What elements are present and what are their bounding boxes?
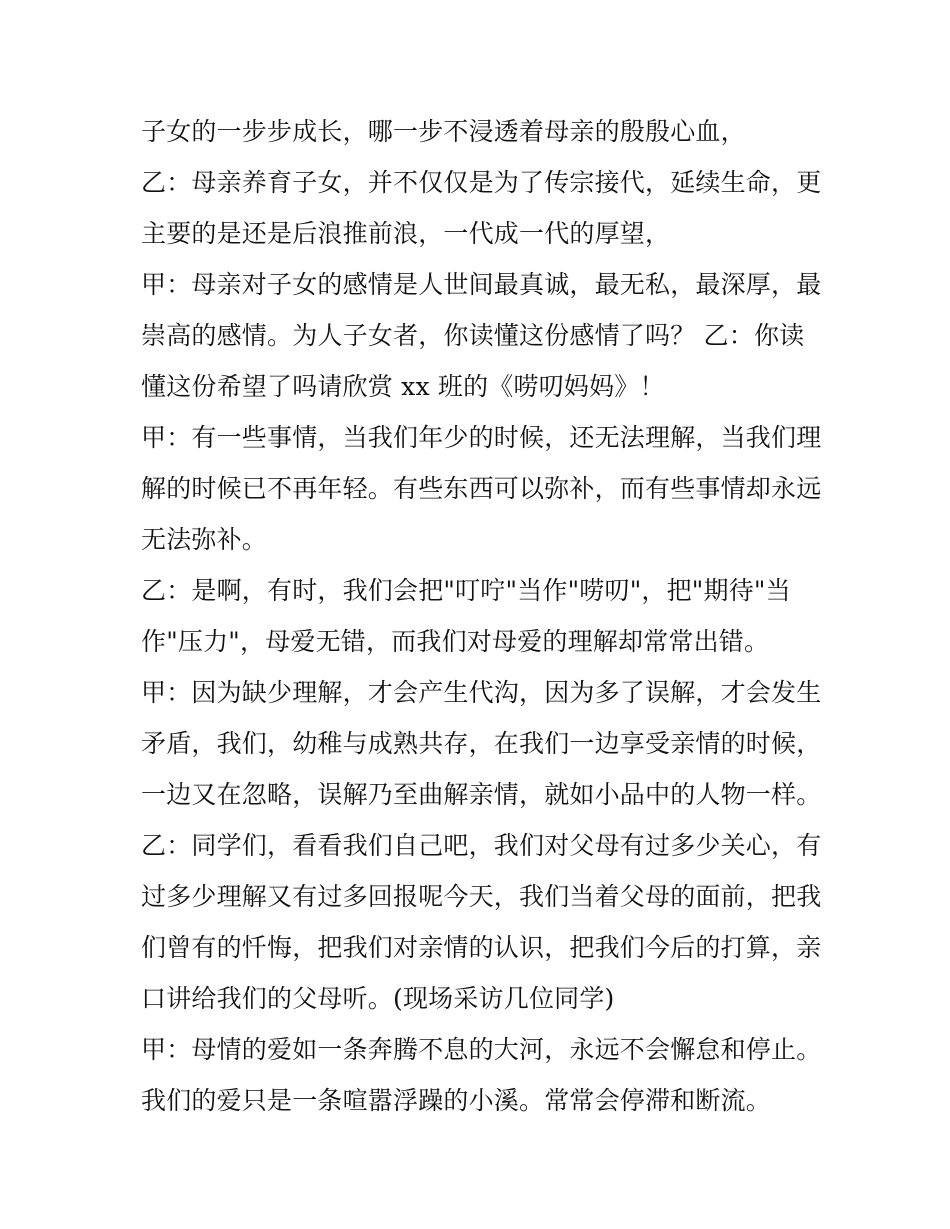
text-line-2: 乙：母亲养育子女，并不仅仅是为了传宗接代，延续生命，更 <box>141 168 822 197</box>
text-line-17: 们曾有的忏悔，把我们对亲情的认识，把我们今后的打算，亲 <box>141 933 822 962</box>
text-line-20: 我们的爱只是一条喧嚣浮躁的小溪。常常会停滞和断流。 <box>141 1086 772 1115</box>
text-line-1: 子女的一步步成长，哪一步不浸透着母亲的殷殷心血， <box>141 117 746 146</box>
text-line-3: 主要的是还是后浪推前浪，一代成一代的厚望， <box>141 219 671 248</box>
text-line-18: 口讲给我们的父母听。(现场采访几位同学) <box>141 984 615 1013</box>
text-line-16: 过多少理解又有过多回报呢今天，我们当着父母的面前，把我 <box>141 882 822 911</box>
text-line-4: 甲：母亲对子女的感情是人世间最真诚，最无私，最深厚，最 <box>141 270 822 299</box>
text-line-13: 矛盾，我们，幼稚与成熟共存，在我们一边享受亲情的时候， <box>141 729 822 758</box>
text-line-5: 崇高的感情。为人子女者，你读懂这份感情了吗？ 乙：你读 <box>141 321 805 350</box>
text-line-12: 甲：因为缺少理解，才会产生代沟，因为多了误解，才会发生 <box>141 678 822 707</box>
text-line-8: 解的时候已不再年轻。有些东西可以弥补，而有些事情却永远 <box>141 474 822 503</box>
text-line-7: 甲：有一些事情，当我们年少的时候，还无法理解，当我们理 <box>141 423 822 452</box>
text-line-9: 无法弥补。 <box>141 525 268 554</box>
text-line-14: 一边又在忽略，误解乃至曲解亲情，就如小品中的人物一样。 <box>141 780 822 809</box>
text-line-10: 乙：是啊，有时，我们会把"叮咛"当作"唠叨"，把"期待"当 <box>141 576 791 605</box>
text-line-19: 甲：母情的爱如一条奔腾不息的大河，永远不会懈怠和停止。 <box>141 1035 822 1064</box>
text-line-15: 乙：同学们，看看我们自己吧，我们对父母有过多少关心，有 <box>141 831 822 860</box>
text-line-11: 作"压力"，母爱无错，而我们对母爱的理解却常常出错。 <box>141 627 770 656</box>
document-page <box>141 106 821 1126</box>
text-line-6: 懂这份希望了吗请欣赏 xx 班的《唠叨妈妈》！ <box>141 372 665 401</box>
